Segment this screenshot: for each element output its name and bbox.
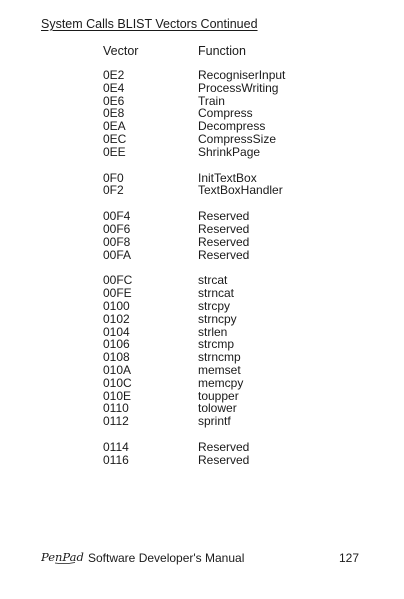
function-cell: toupper bbox=[198, 388, 239, 403]
vector-cell: 0116 bbox=[103, 452, 129, 467]
vector-cell: 0114 bbox=[103, 439, 129, 454]
function-cell: RecogniserInput bbox=[198, 68, 286, 82]
table-row bbox=[103, 69, 303, 82]
vector-cell: 0104 bbox=[103, 324, 130, 339]
function-cell: tolower bbox=[198, 401, 237, 416]
penpad-logo bbox=[41, 549, 87, 565]
vector-cell: 00F4 bbox=[103, 209, 131, 224]
function-cell: Reserved bbox=[198, 452, 250, 467]
function-cell: strncpy bbox=[198, 311, 237, 326]
table-row bbox=[103, 415, 303, 428]
vector-cell: 0E8 bbox=[103, 106, 125, 121]
table-row bbox=[103, 236, 303, 249]
logo-text: PenPad bbox=[41, 550, 84, 564]
vector-cell: 00F8 bbox=[103, 234, 131, 249]
vector-cell: 00F6 bbox=[103, 221, 131, 236]
vector-cell: 0EC bbox=[103, 131, 127, 146]
page-footer bbox=[41, 549, 361, 567]
table-row bbox=[103, 300, 303, 313]
table-row bbox=[103, 377, 303, 390]
vector-cell: 0E6 bbox=[103, 93, 125, 108]
manual-title: Software Developer's Manual bbox=[88, 551, 245, 565]
vector-table bbox=[103, 69, 303, 480]
function-cell: strcpy bbox=[198, 298, 231, 313]
vector-column-header: Vector bbox=[103, 44, 139, 58]
vector-group bbox=[103, 274, 303, 428]
vector-cell: 00FA bbox=[103, 247, 132, 262]
vector-cell: 0EA bbox=[103, 119, 126, 134]
vector-group bbox=[103, 441, 303, 467]
function-cell: strncmp bbox=[198, 350, 241, 365]
vector-cell: 0112 bbox=[103, 414, 129, 429]
function-cell: Reserved bbox=[198, 439, 250, 454]
function-cell: strlen bbox=[198, 324, 228, 339]
table-row bbox=[103, 82, 303, 95]
vector-cell: 0100 bbox=[103, 298, 130, 313]
table-row bbox=[103, 184, 303, 197]
function-cell: Compress bbox=[198, 106, 253, 121]
vector-group bbox=[103, 69, 303, 159]
table-row bbox=[103, 249, 303, 262]
vector-cell: 010E bbox=[103, 388, 132, 403]
vector-cell: 0E4 bbox=[103, 80, 125, 95]
table-row bbox=[103, 441, 303, 454]
vector-cell: 0E2 bbox=[103, 68, 125, 82]
vector-group bbox=[103, 210, 303, 261]
table-row bbox=[103, 454, 303, 467]
vector-group bbox=[103, 172, 303, 198]
vector-cell: 0F0 bbox=[103, 170, 124, 185]
function-cell: memset bbox=[198, 362, 241, 377]
function-cell: ProcessWriting bbox=[198, 80, 279, 95]
function-column-header: Function bbox=[198, 44, 246, 58]
function-cell: ShrinkPage bbox=[198, 144, 261, 159]
function-cell: InitTextBox bbox=[198, 170, 257, 185]
function-cell: CompressSize bbox=[198, 131, 277, 146]
vector-cell: 0102 bbox=[103, 311, 130, 326]
function-cell: Train bbox=[198, 93, 225, 108]
vector-cell: 00FC bbox=[103, 273, 133, 288]
table-row bbox=[103, 364, 303, 377]
table-row bbox=[103, 146, 303, 159]
vector-cell: 010C bbox=[103, 375, 132, 390]
vector-cell: 00FE bbox=[103, 286, 132, 301]
function-cell: Reserved bbox=[198, 247, 250, 262]
vector-cell: 0EE bbox=[103, 144, 126, 159]
function-cell: Reserved bbox=[198, 221, 250, 236]
function-cell: TextBoxHandler bbox=[198, 183, 283, 198]
vector-cell: 0F2 bbox=[103, 183, 124, 198]
function-cell: strcat bbox=[198, 273, 228, 288]
vector-cell: 0106 bbox=[103, 337, 130, 352]
vector-cell: 010A bbox=[103, 362, 132, 377]
page-title: System Calls BLIST Vectors Continued bbox=[41, 17, 258, 31]
vector-cell: 0108 bbox=[103, 350, 130, 365]
function-cell: strncat bbox=[198, 286, 235, 301]
function-cell: memcpy bbox=[198, 375, 244, 390]
table-row bbox=[103, 223, 303, 236]
function-cell: Reserved bbox=[198, 209, 250, 224]
table-row bbox=[103, 313, 303, 326]
vector-cell: 0110 bbox=[103, 401, 129, 416]
function-cell: Reserved bbox=[198, 234, 250, 249]
function-cell: strcmp bbox=[198, 337, 234, 352]
table-row bbox=[103, 133, 303, 146]
function-cell: sprintf bbox=[198, 414, 231, 429]
function-cell: Decompress bbox=[198, 119, 266, 134]
page-number: 127 bbox=[339, 551, 360, 565]
